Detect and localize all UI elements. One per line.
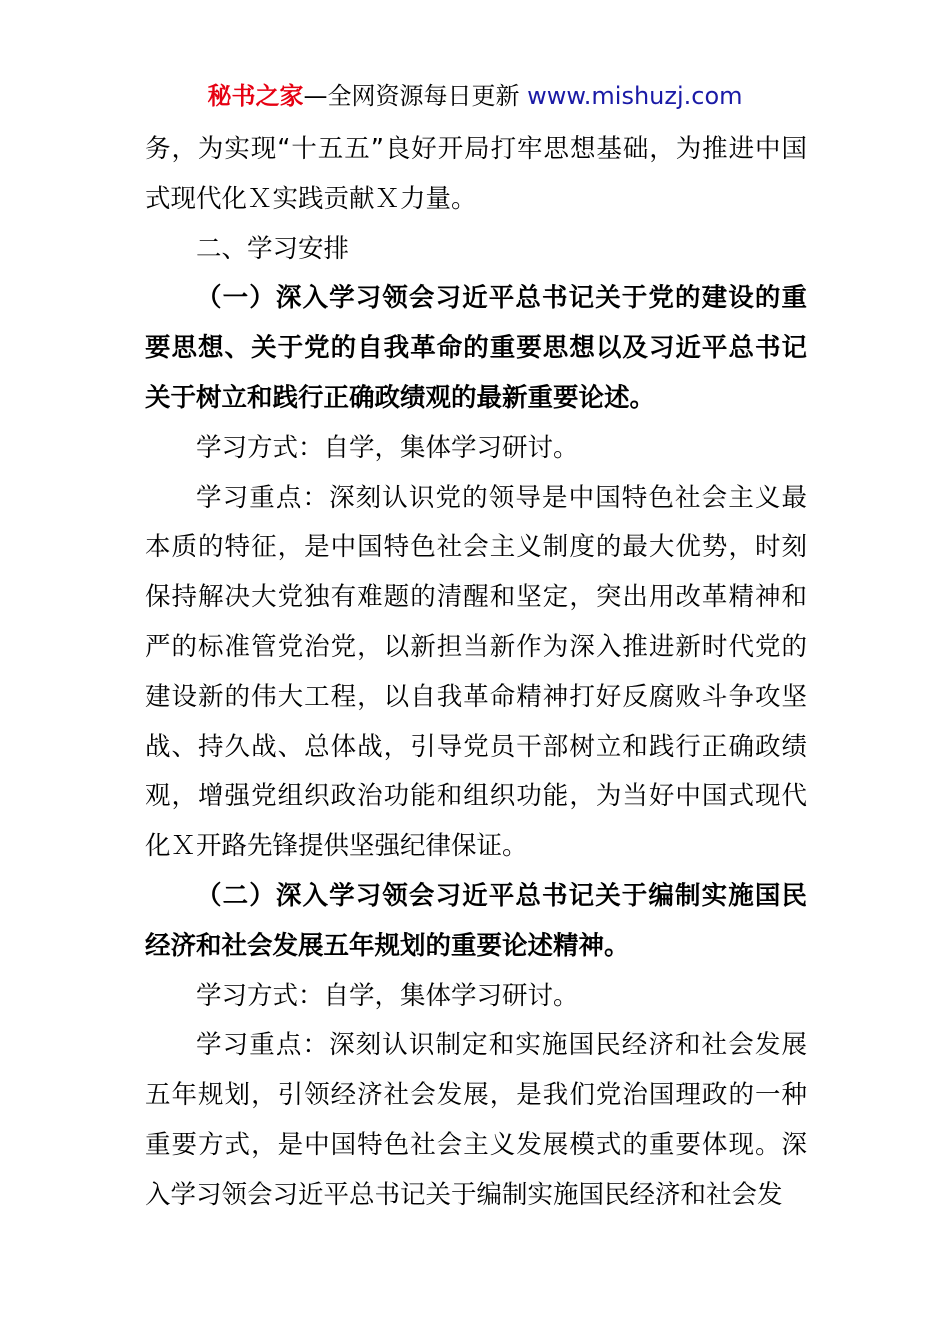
paragraph-continuation: 务，为实现“十五五”良好开局打牢思想基础，为推进中国式现代化Ｘ实践贡献Ｘ力量。: [145, 134, 807, 214]
document-body: [145, 125, 807, 1221]
subheading-1: （一）深入学习领会习近平总书记关于党的建设的重要思想、关于党的自我革命的重要思想以及习近平总书记关于树立和践行正确政绩观的最新重要论述。: [145, 283, 807, 413]
subheading-2: （二）深入学习领会习近平总书记关于编制实施国民经济和社会发展五年规划的重要论述精神。: [145, 880, 807, 961]
study-method-2: 学习方式：自学，集体学习研讨。: [196, 980, 579, 1011]
study-method-1: 学习方式：自学，集体学习研讨。: [196, 432, 579, 463]
study-focus-2: 学习重点：深刻认识制定和实施国民经济和社会发展五年规划，引领经济社会发展，是我们党治国理政的一种重要方式，是中国特色社会主义发展模式的重要体现。深入学习领会习近平总书记关于编制实施国民经济和社会发: [145, 1030, 807, 1210]
section-heading-study-arrangement: 二、学习安排: [196, 233, 350, 264]
site-header: [0, 80, 950, 112]
site-url-link[interactable]: www.mishuzj.com: [527, 82, 743, 110]
header-slogan: —全网资源每日更新: [303, 82, 528, 110]
brand-name: 秘书之家: [207, 82, 304, 110]
study-focus-1: 学习重点：深刻认识党的领导是中国特色社会主义最本质的特征，是中国特色社会主义制度的最大优势，时刻保持解决大党独有难题的清醒和坚定，突出用改革精神和严的标准管党治党，以新担当新作为深入推进新时代党的建设新的伟大工程，以自我革命精神打好反腐败斗争攻坚战、持久战、总体战，引导党员干部树立和践行正确政绩观，增强党组织政治功能和组织功能，为当好中国式现代化Ｘ开路先锋提供坚强纪律保证。: [145, 482, 807, 862]
